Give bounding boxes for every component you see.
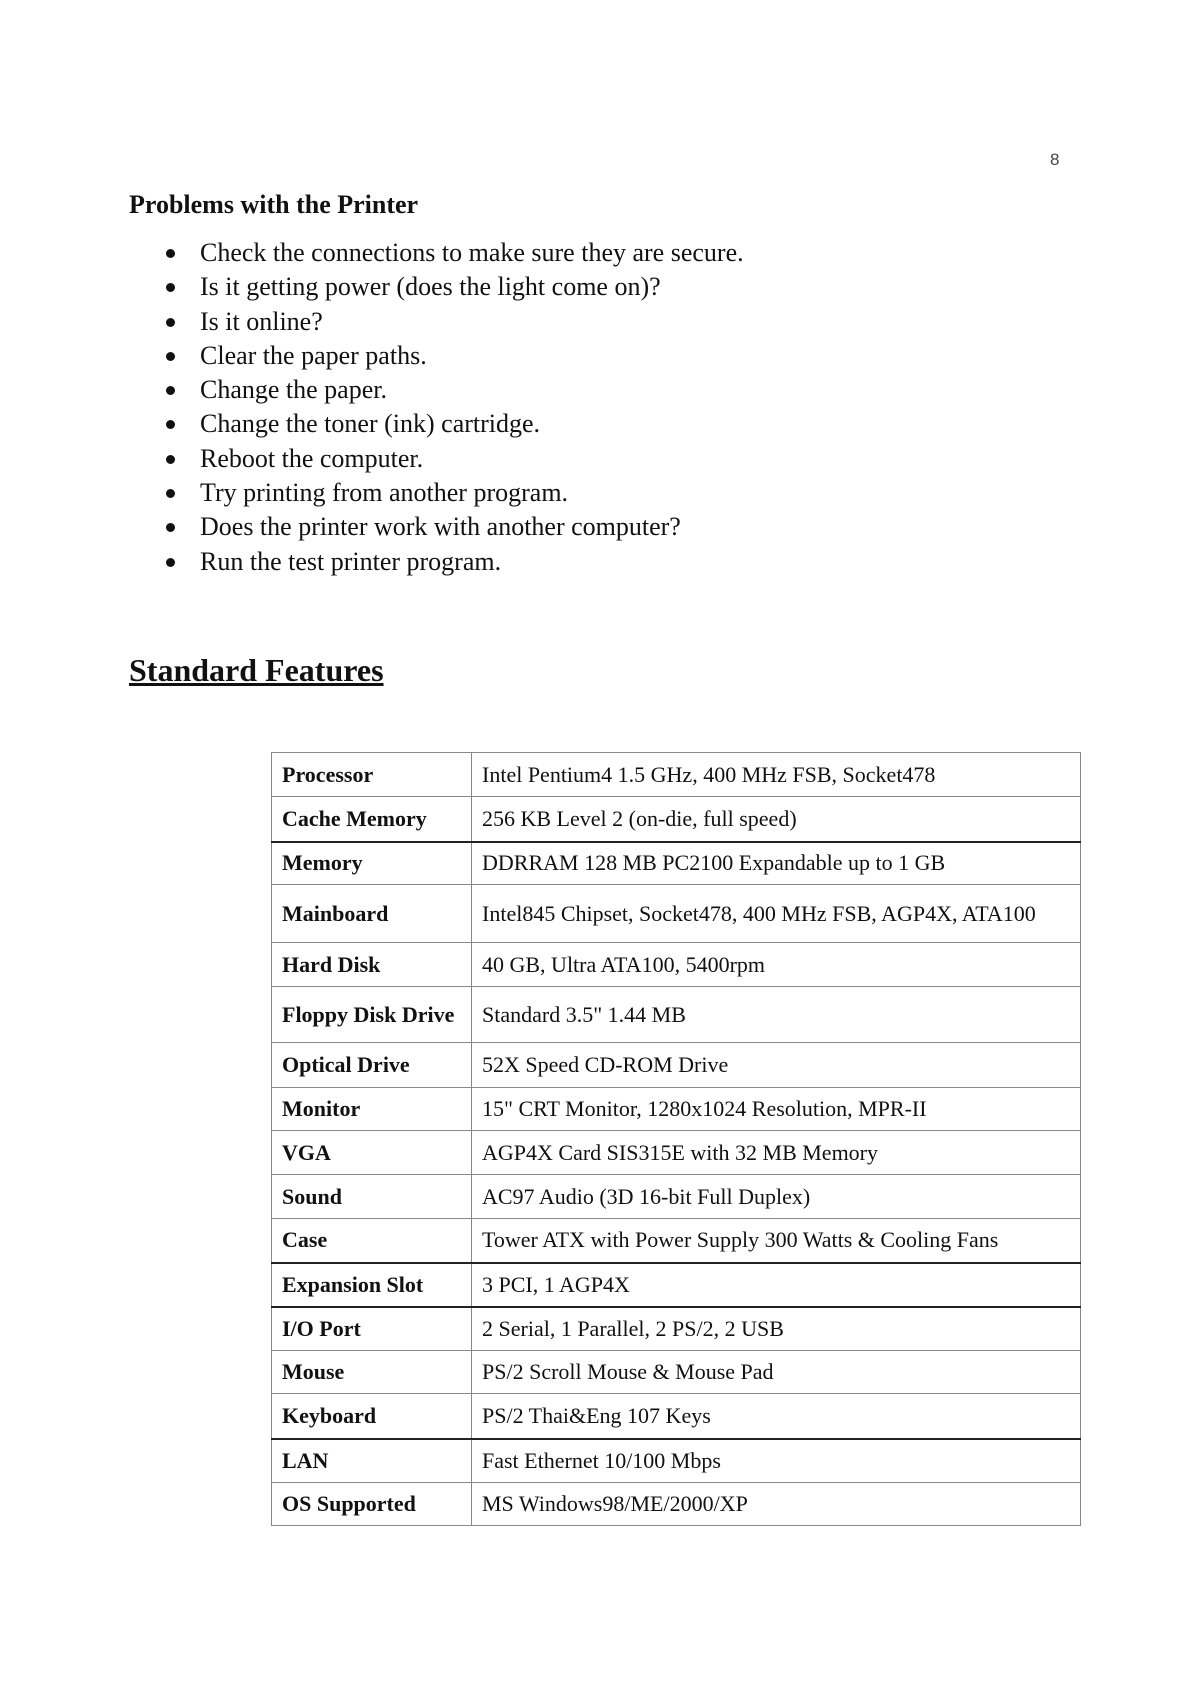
checklist-item (160, 305, 744, 339)
bullet-icon (166, 455, 175, 464)
table-row (272, 1131, 1081, 1175)
spec-label: I/O Port (272, 1307, 472, 1351)
checklist-item-text: Try printing from another program. (200, 478, 569, 508)
spec-value: 15" CRT Monitor, 1280x1024 Resolution, MPR-II (472, 1088, 1081, 1131)
spec-value: Standard 3.5" 1.44 MB (472, 987, 1081, 1043)
table-row (272, 1483, 1081, 1526)
spec-value: 2 Serial, 1 Parallel, 2 PS/2, 2 USB (472, 1307, 1081, 1351)
table-row (272, 797, 1081, 842)
spec-label: Optical Drive (272, 1043, 472, 1088)
bullet-icon (166, 283, 175, 292)
spec-label: Floppy Disk Drive (272, 987, 472, 1043)
table-row (272, 1219, 1081, 1263)
checklist-item (160, 339, 744, 373)
spec-value: Tower ATX with Power Supply 300 Watts & Cooling Fans (472, 1219, 1081, 1263)
spec-label: Monitor (272, 1088, 472, 1131)
printer-checklist (160, 236, 744, 579)
checklist-item (160, 510, 744, 544)
spec-value: DDRRAM 128 MB PC2100 Expandable up to 1 GB (472, 842, 1081, 885)
bullet-icon (166, 249, 175, 258)
checklist-item (160, 442, 744, 476)
standard-features-title: Standard Features (129, 652, 384, 688)
spec-value: Fast Ethernet 10/100 Mbps (472, 1439, 1081, 1483)
spec-label: VGA (272, 1131, 472, 1175)
checklist-item (160, 270, 744, 304)
spec-label: Mainboard (272, 885, 472, 943)
spec-label: Sound (272, 1175, 472, 1219)
table-row (272, 1307, 1081, 1351)
bullet-icon (166, 558, 175, 567)
spec-label: Mouse (272, 1351, 472, 1394)
spec-label: Hard Disk (272, 943, 472, 987)
spec-label: Processor (272, 753, 472, 797)
checklist-item (160, 407, 744, 441)
table-row (272, 753, 1081, 797)
spec-label: Memory (272, 842, 472, 885)
spec-label: OS Supported (272, 1483, 472, 1526)
checklist-item-text: Is it getting power (does the light come on)? (200, 272, 661, 302)
checklist-item (160, 373, 744, 407)
page-number: 8 (1050, 150, 1060, 169)
spec-label: Cache Memory (272, 797, 472, 842)
spec-value: Intel Pentium4 1.5 GHz, 400 MHz FSB, Socket478 (472, 753, 1081, 797)
bullet-icon (166, 489, 175, 498)
spec-value: 256 KB Level 2 (on-die, full speed) (472, 797, 1081, 842)
checklist-item-text: Run the test printer program. (200, 546, 502, 576)
spec-value: 52X Speed CD-ROM Drive (472, 1043, 1081, 1088)
table-row (272, 1175, 1081, 1219)
spec-value: 3 PCI, 1 AGP4X (472, 1263, 1081, 1307)
bullet-icon (166, 352, 175, 361)
checklist-item (160, 545, 744, 579)
checklist-item-text: Change the toner (ink) cartridge. (200, 409, 541, 439)
table-row (272, 1394, 1081, 1439)
checklist-item-text: Clear the paper paths. (200, 340, 427, 370)
table-row (272, 1439, 1081, 1483)
table-row (272, 885, 1081, 943)
table-row (272, 943, 1081, 987)
spec-label: LAN (272, 1439, 472, 1483)
bullet-icon (166, 523, 175, 532)
bullet-icon (166, 318, 175, 327)
spec-label: Expansion Slot (272, 1263, 472, 1307)
table-row (272, 1263, 1081, 1307)
checklist-item-text: Does the printer work with another computer? (200, 512, 681, 542)
bullet-icon (166, 420, 175, 429)
checklist-item-text: Is it online? (200, 306, 323, 336)
spec-value: AGP4X Card SIS315E with 32 MB Memory (472, 1131, 1081, 1175)
checklist-item-text: Check the connections to make sure they are secure. (200, 238, 744, 267)
checklist-item-text: Change the paper. (200, 375, 387, 405)
spec-label: Case (272, 1219, 472, 1263)
checklist-item (160, 476, 744, 510)
table-row (272, 1351, 1081, 1394)
spec-value: PS/2 Thai&Eng 107 Keys (472, 1394, 1081, 1439)
spec-value: Intel845 Chipset, Socket478, 400 MHz FSB, AGP4X, ATA100 (472, 885, 1081, 943)
bullet-icon (166, 386, 175, 395)
spec-value: MS Windows98/ME/2000/XP (472, 1483, 1081, 1526)
checklist-item-text: Reboot the computer. (200, 443, 424, 473)
specs-table (271, 752, 1081, 1526)
checklist-item (160, 236, 744, 270)
spec-value: PS/2 Scroll Mouse & Mouse Pad (472, 1351, 1081, 1394)
printer-problems-heading: Problems with the Printer (129, 190, 419, 219)
table-row (272, 987, 1081, 1043)
spec-label: Keyboard (272, 1394, 472, 1439)
spec-value: 40 GB, Ultra ATA100, 5400rpm (472, 943, 1081, 987)
table-row (272, 842, 1081, 885)
table-row (272, 1088, 1081, 1131)
spec-value: AC97 Audio (3D 16-bit Full Duplex) (472, 1175, 1081, 1219)
table-row (272, 1043, 1081, 1088)
